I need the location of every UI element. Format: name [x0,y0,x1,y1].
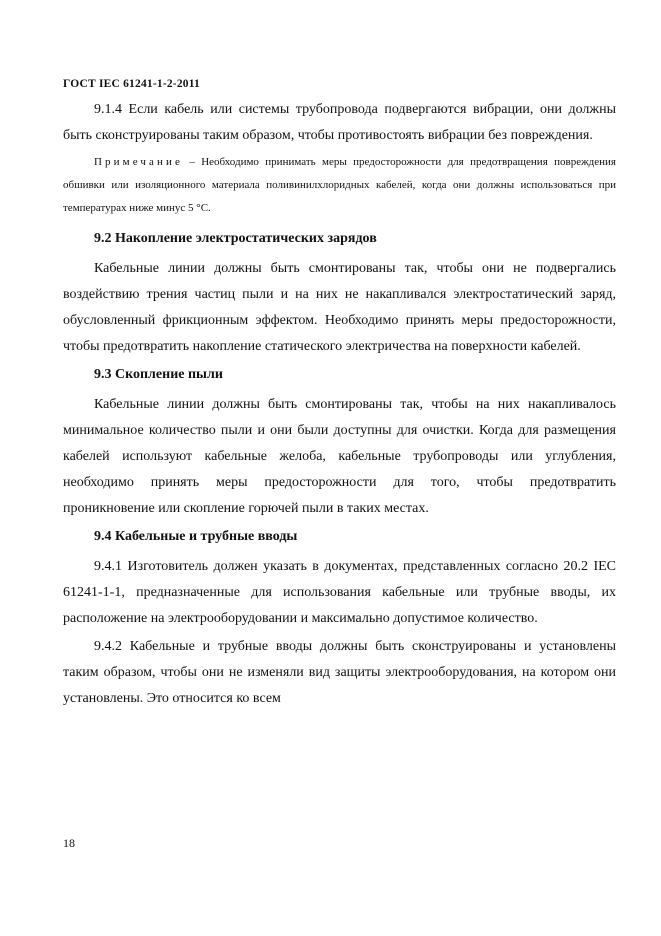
document-body [63,97,616,714]
paragraph-9-1-4: 9.1.4 Если кабель или системы трубопровода подвергаются вибрации, они должны быть сконструированы таким образом, чтобы противостоять вибрации без повреждения. [63,102,616,143]
document-header-code: ГОСТ IEC 61241-1-2-2011 [63,78,200,90]
page-number: 18 [63,836,75,850]
note-label: Примечание [94,156,183,168]
note-text: – Необходимо принимать меры предосторожности для предотвращения повреждения обшивки или изоляционного материала поливинилхлоридных кабелей, когда они должны использоваться при температурах ниже минус 5 °С. [63,156,616,214]
section-heading-9-3: 9.3 Скопление пыли [94,367,223,382]
paragraph-9-3: Кабельные линии должны быть смонтированы так, чтобы на них накапливалось минимальное количество пыли и они были доступны для очистки. Когда для размещения кабелей используют кабельные желоба, кабельные трубопроводы или углубления, необходимо принять меры предосторожности для того, чтобы предотвратить проникновение или скопление горючей пыли в таких местах. [63,397,616,516]
paragraph-9-2: Кабельные линии должны быть смонтированы так, чтобы они не подвергались воздействию трения частиц пыли и на них не накапливался электростатический заряд, обусловленный фрикционным эффектом. Необходимо принять меры предосторожности, чтобы предотвратить накопление статического электричества на поверхности кабелей. [63,261,616,354]
note-paragraph [63,151,616,220]
paragraph-9-4-1: 9.4.1 Изготовитель должен указать в документах, представленных согласно 20.2 IEC 61241-1-1, предназначенные для использования кабельные или трубные вводы, их расположение на электрооборудовании и максимально допустимое количество. [63,559,616,626]
section-heading-9-4: 9.4 Кабельные и трубные вводы [94,529,298,544]
paragraph-9-4-2: 9.4.2 Кабельные и трубные вводы должны быть сконструированы и установлены таким образом, чтобы они не изменяли вид защиты электрооборудования, на котором они установлены. Это относится ко всем [63,639,616,706]
section-heading-9-2: 9.2 Накопление электростатических зарядов [94,231,377,246]
